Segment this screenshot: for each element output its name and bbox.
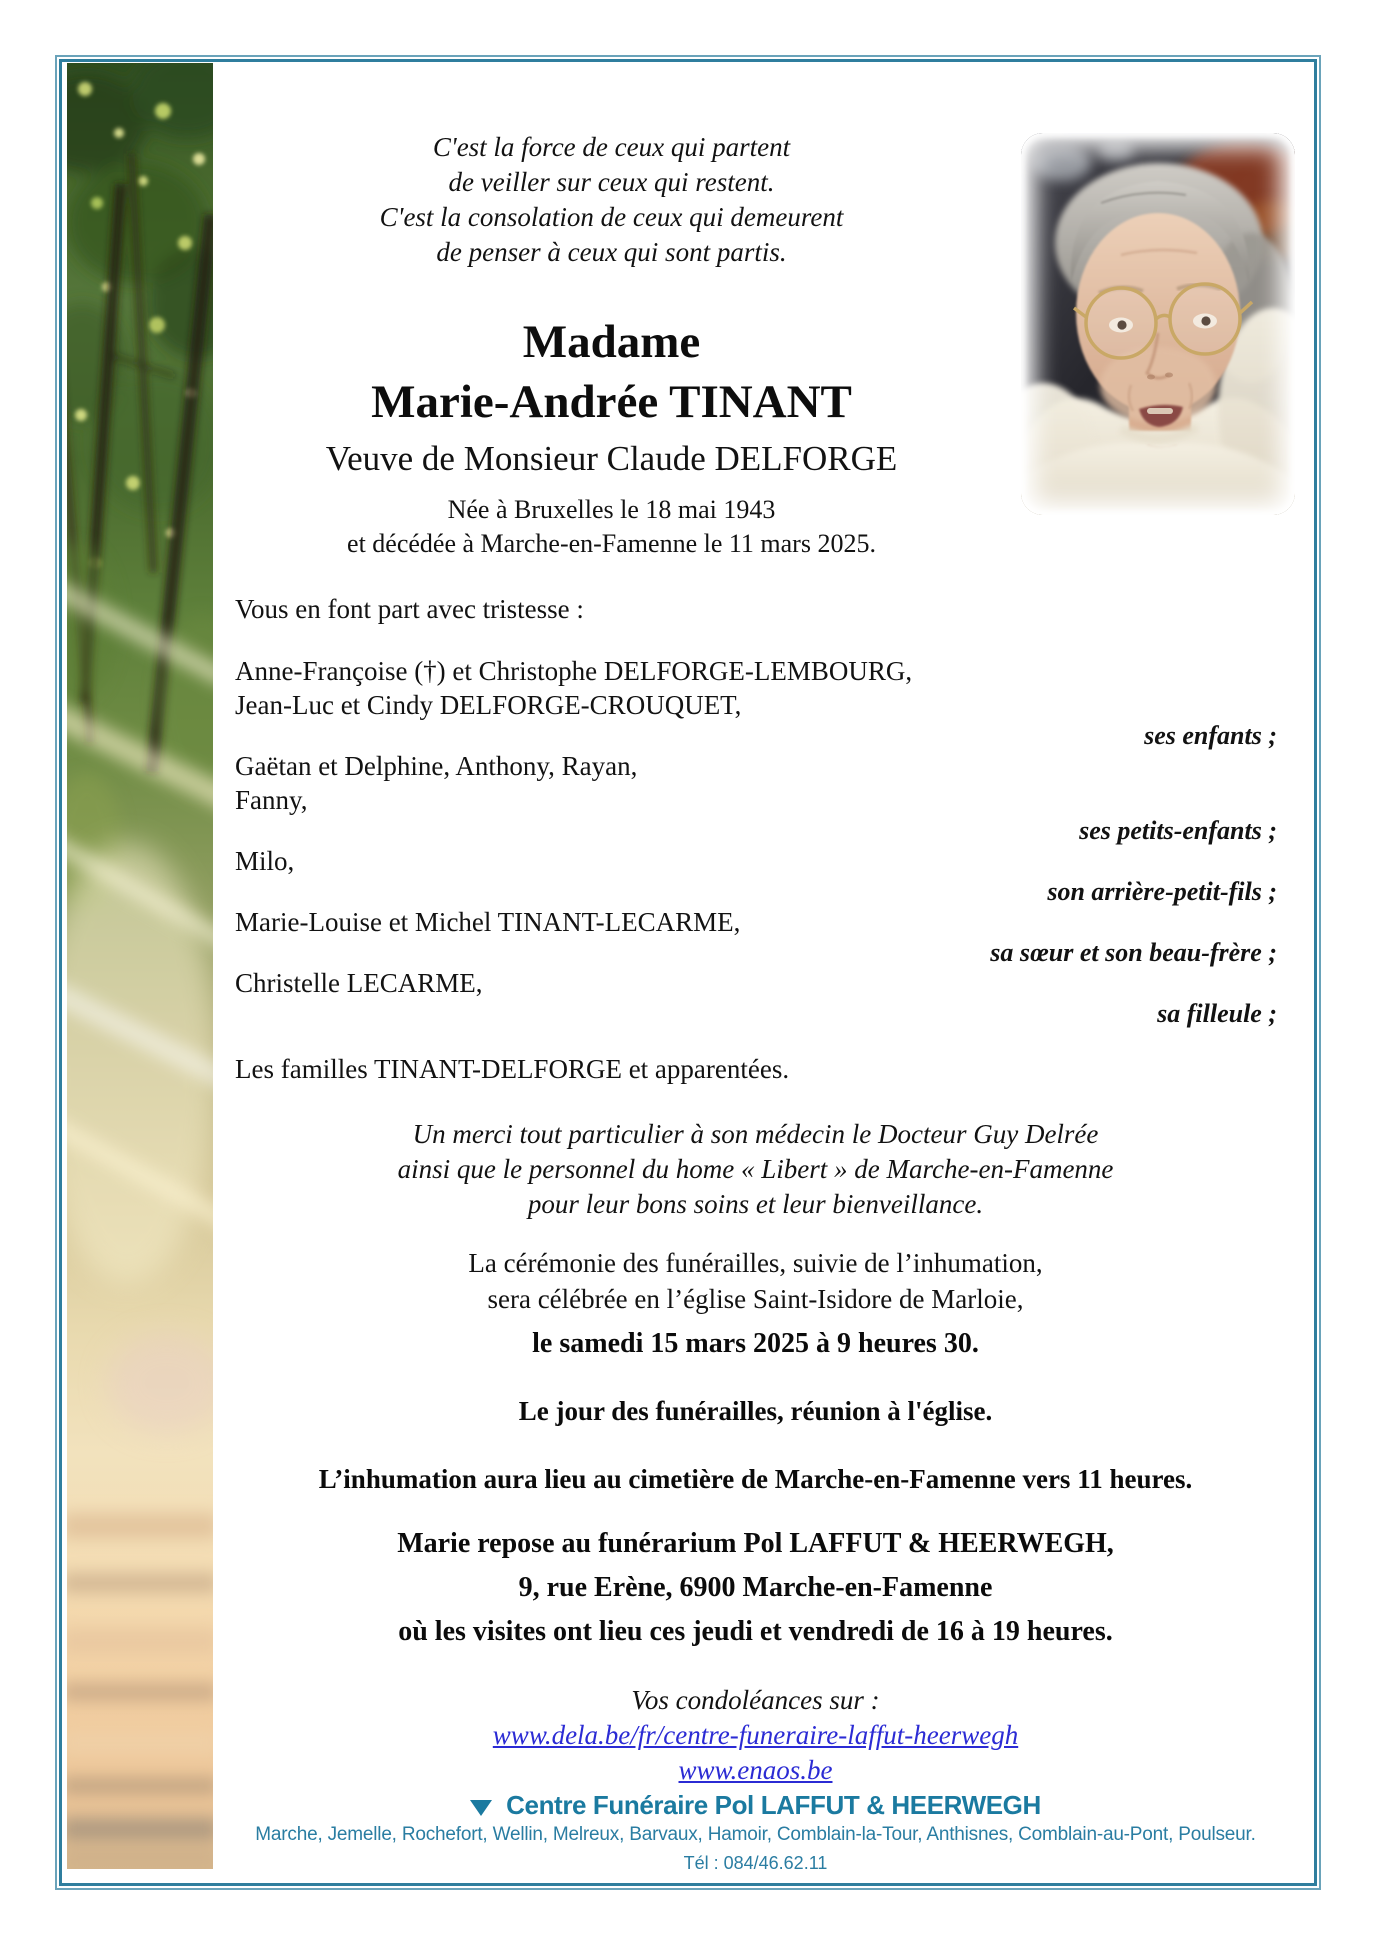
family-names: Anne-Françoise (†) et Christophe DELFORGE-LEMBOURG, (235, 656, 913, 686)
thanks-paragraph (213, 1117, 1298, 1222)
family-names: Marie-Louise et Michel TINANT-LECARME, (235, 907, 741, 937)
burial-line: L’inhumation aura lieu au cimetière de Marche-en-Famenne vers 11 heures. (318, 1464, 1193, 1494)
thanks-line: pour leur bons soins et leur bienveillance. (527, 1189, 984, 1219)
announcement-intro: Vous en font part avec tristesse : (235, 594, 584, 624)
relation-label: ses enfants ; (1144, 721, 1277, 750)
deceased-portrait-photo (1021, 133, 1295, 515)
vital-dates (213, 493, 1010, 561)
relation-label: ses petits-enfants ; (1079, 816, 1277, 845)
forest-path-image (67, 63, 213, 1869)
thanks-line: Un merci tout particulier à son médecin le Docteur Guy Delrée (412, 1119, 1099, 1149)
family-group (235, 844, 1277, 905)
deceased-header (213, 312, 1010, 481)
quote-line: de penser à ceux qui sont partis. (436, 237, 787, 267)
funeral-home-locations: Marche, Jemelle, Rochefort, Wellin, Melreux, Barvaux, Hamoir, Comblain-la-Tour, Anthisnes, Comblain-au-Pont, Poulseur. (255, 1824, 1256, 1845)
funeral-home-name: Centre Funéraire Pol LAFFUT & HEERWEGH (506, 1790, 1041, 1820)
birth-line: Née à Bruxelles le 18 mai 1943 (447, 495, 776, 524)
ceremony-details (213, 1245, 1298, 1317)
relation-label: sa filleule ; (1157, 999, 1277, 1028)
meeting-line: Le jour des funérailles, réunion à l'église. (518, 1396, 993, 1426)
family-names: Fanny, (235, 785, 308, 815)
ceremony-line: sera célébrée en l’église Saint-Isidore de Marloie, (487, 1284, 1024, 1314)
quote-line: C'est la consolation de ceux qui demeurent (379, 202, 844, 232)
quote-line: C'est la force de ceux qui partent (432, 132, 791, 162)
ceremony-line: La cérémonie des funérailles, suivie de l’inhumation, (468, 1248, 1043, 1278)
family-group (235, 749, 1277, 844)
death-line: et décédée à Marche-en-Famenne le 11 mars 2025. (347, 529, 876, 558)
condolences-link-dela[interactable]: www.dela.be/fr/centre-funeraire-laffut-heerwegh (492, 1720, 1019, 1750)
family-names: Milo, (235, 846, 295, 876)
deceased-title: Madame (522, 316, 701, 368)
repose-line: où les visites ont lieu ces jeudi et vendredi de 16 à 19 heures. (398, 1616, 1113, 1647)
condolences-label: Vos condoléances sur : (631, 1685, 880, 1715)
families-line: Les familles TINANT-DELFORGE et apparentées. (235, 1054, 790, 1084)
dela-triangle-icon (470, 1800, 492, 1816)
family-names: Gaëtan et Delphine, Anthony, Rayan, (235, 751, 638, 781)
family-names: Christelle LECARME, (235, 968, 483, 998)
repose-details (213, 1522, 1298, 1654)
family-group (235, 905, 1277, 966)
ceremony-datetime: le samedi 15 mars 2025 à 9 heures 30. (532, 1328, 979, 1359)
opening-quote (213, 130, 1010, 270)
condolences-section (213, 1682, 1298, 1788)
condolences-link-enaos[interactable]: www.enaos.be (678, 1755, 833, 1785)
relation-label: sa sœur et son beau-frère ; (990, 938, 1277, 967)
funeral-home-phone: Tél : 084/46.62.11 (683, 1853, 828, 1873)
family-group (235, 654, 1277, 749)
relation-label: son arrière-petit-fils ; (1047, 877, 1277, 906)
deceased-name: Marie-Andrée TINANT (371, 376, 852, 428)
family-names: Jean-Luc et Cindy DELFORGE-CROUQUET, (235, 690, 742, 720)
repose-line: Marie repose au funérarium Pol LAFFUT & HEERWEGH, (397, 1528, 1114, 1559)
deceased-subtitle: Veuve de Monsieur Claude DELFORGE (325, 439, 898, 478)
family-announcement (235, 592, 1277, 1086)
quote-line: de veiller sur ceux qui restent. (448, 167, 775, 197)
thanks-line: ainsi que le personnel du home « Libert » de Marche-en-Famenne (397, 1154, 1114, 1184)
family-group (235, 966, 1277, 1027)
repose-line: 9, rue Erène, 6900 Marche-en-Famenne (518, 1572, 993, 1603)
funeral-home-line (213, 1789, 1298, 1821)
